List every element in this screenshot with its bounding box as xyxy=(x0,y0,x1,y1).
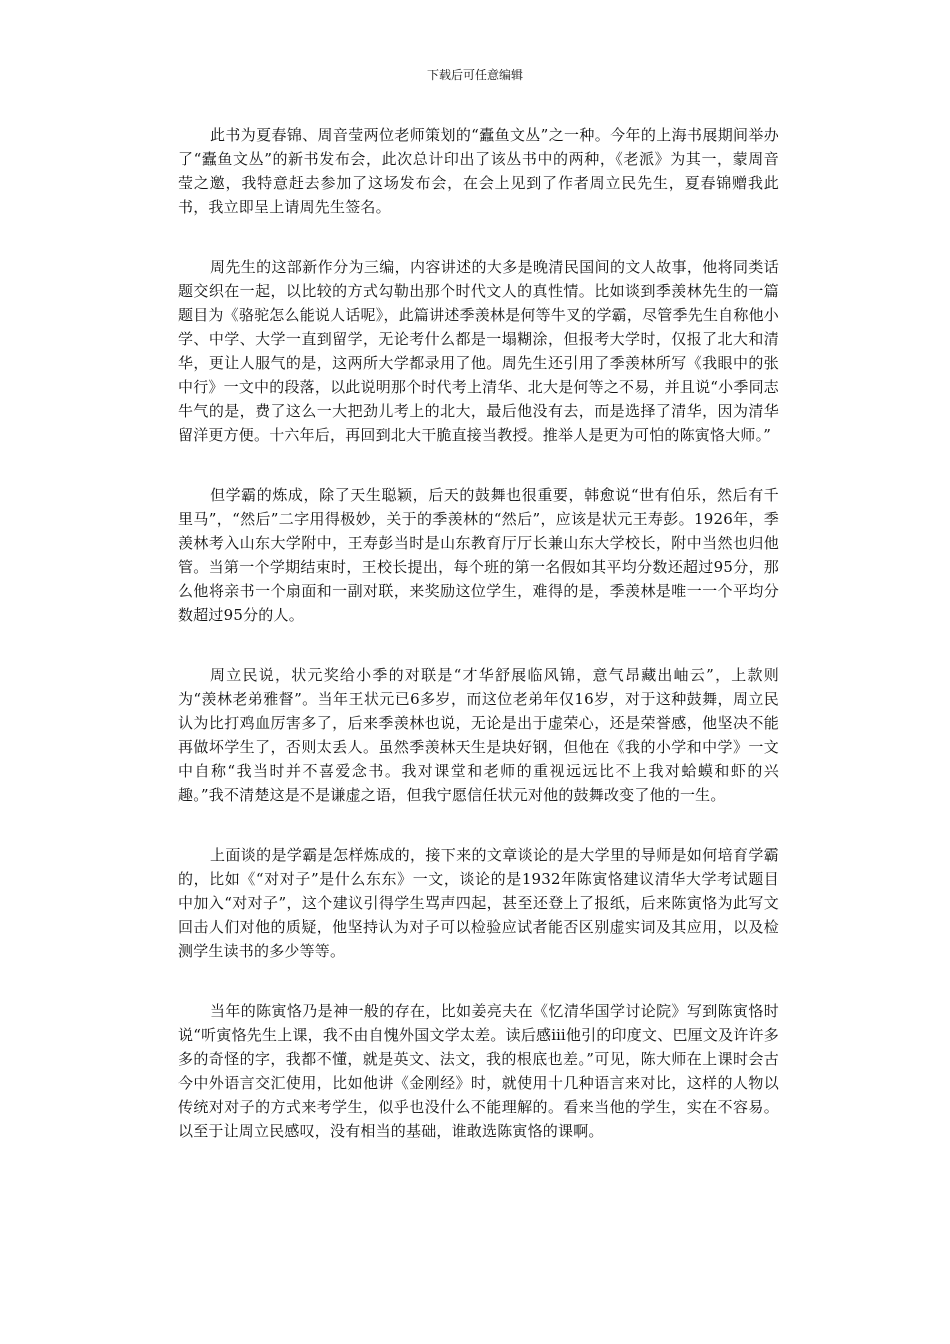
paragraph-2: 周先生的这部新作分为三编，内容讲述的大多是晚清民国间的文人故事，他将同类话题交织在一起，以比较的方式勾勒出那个时代文人的真性情。比如谈到季羡林先生的一篇题目为《骆驼怎么能说人话呢》，此篇讲述季羡林是何等牛叉的学霸，尽管季先生自称他小学、中学、大学一直到留学，无论考什么都是一塌糊涂，但报考大学时，仅报了北大和清华，更让人服气的是，这两所大学都录用了他。周先生还引用了季羡林所写《我眼中的张中行》一文中的段落，以此说明那个时代考上清华、北大是何等之不易，并且说“小季同志牛气的是，费了这么一大把劲儿考上的北大，最后他没有去，而是选择了清华，因为清华留洋更方便。十六年后，再回到北大干脆直接当教授。推举人是更为可怕的陈寅恪大师。” xyxy=(178,258,779,444)
paragraph-4: 周立民说，状元奖给小季的对联是“才华舒展临风锦，意气昂藏出岫云”，上款则为“羡林老弟雅督”。当年王状元已6多岁，而这位老弟年仅16岁，对于这种鼓舞，周立民认为比打鸡血厉害多了，后来季羡林也说，无论是出于虚荣心，还是荣誉感，他坚决不能再做坏学生了，否则太丢人。虽然季羡林天生是块好钢，但他在《我的小学和中学》一文中自称“我当时并不喜爱念书。我对课堂和老师的重视远远比不上我对蛤蟆和虾的兴趣。”我不清楚这是不是谦虚之语，但我宁愿信任状元对他的鼓舞改变了他的一生。 xyxy=(178,666,779,804)
paragraph-6: 当年的陈寅恪乃是神一般的存在，比如姜亮夫在《忆清华国学讨论院》写到陈寅恪时说“听寅恪先生上课，我不由自愧外国文学太差。读后感ⅲ他引的印度文、巴厘文及许许多多的奇怪的字，我都不懂，就是英文、法文，我的根底也差。”可见，陈大师在上课时会古今中外语言交汇使用，比如他讲《金刚经》时，就使用十几种语言来对比，这样的人物以传统对对子的方式来考学生，似乎也没什么不能理解的。看来当他的学生，实在不容易。以至于让周立民感叹，没有相当的基础，谁敢选陈寅恪的课啊。 xyxy=(178,1002,779,1140)
paragraph-3: 但学霸的炼成，除了天生聪颖，后天的鼓舞也很重要，韩愈说“世有伯乐，然后有千里马”，“然后”二字用得极妙，关于的季羡林的“然后”，应该是状元王寿彭。1926年，季羡林考入山东大学附中，王寿彭当时是山东教育厅厅长兼山东大学校长，附中当然也归他管。当第一个学期结束时，王校长提出，每个班的第一名假如其平均分数还超过95分，那么他将亲书一个扇面和一副对联，来奖励这位学生，难得的是，季羡林是唯一一个平均分数超过95分的人。 xyxy=(178,486,779,624)
paragraph-1: 此书为夏春锦、周音莹两位老师策划的“蠹鱼文丛”之一种。今年的上海书展期间举办了“蠹鱼文丛”的新书发布会，此次总计印出了该丛书中的两种，《老派》为其一，蒙周音莹之邀，我特意赶去参加了这场发布会，在会上见到了作者周立民先生，夏春锦赠我此书，我立即呈上请周先生签名。 xyxy=(178,126,779,216)
article-body xyxy=(178,123,779,1179)
paragraph-5: 上面谈的是学霸是怎样炼成的，接下来的文章谈论的是大学里的导师是如何培育学霸的，比如《“对对子”是什么东东》一文，谈论的是1932年陈寅恪建议清华大学考试题目中加入“对对子”，这个建议引得学生骂声四起，甚至还登上了报纸，后来陈寅恪为此写文回击人们对他的质疑，他坚持认为对子可以检验应试者能否区别虚实词及其应用，以及检测学生读书的多少等等。 xyxy=(178,846,779,960)
page-header: 下载后可任意编辑 xyxy=(426,68,523,82)
